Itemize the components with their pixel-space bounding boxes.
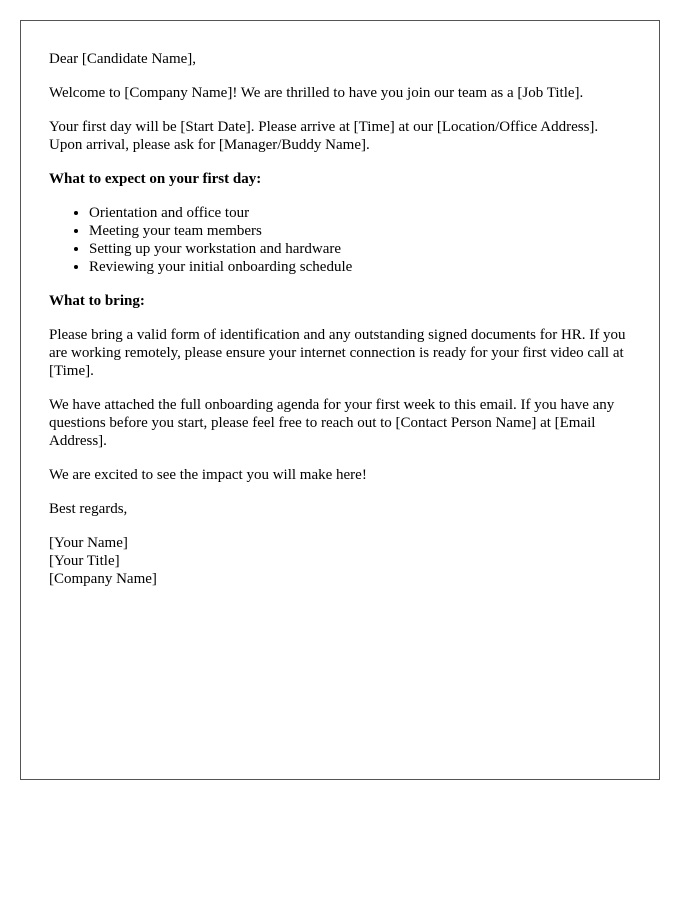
list-item: • Meeting your team members xyxy=(89,222,631,240)
list-item: • Setting up your workstation and hardware xyxy=(89,240,631,258)
closing-line: We are excited to see the impact you will make here! xyxy=(49,467,367,483)
signature-block xyxy=(49,534,631,588)
signature-company: [Company Name] xyxy=(49,571,157,587)
expect-list xyxy=(49,204,631,276)
first-day-paragraph: Your first day will be [Start Date]. Please arrive at [Time] at our [Location/Office Address]. Upon arrival, please ask for [Manager/Buddy Name]. xyxy=(49,119,599,153)
attachment-paragraph: We have attached the full onboarding agenda for your first week to this email. If you have any questions before you start, please feel free to reach out to [Contact Person Name] at [Email Address]. xyxy=(49,397,615,449)
signature-name: [Your Name] xyxy=(49,535,128,551)
expect-heading: What to expect on your first day: xyxy=(49,171,262,187)
greeting: Dear [Candidate Name], xyxy=(49,51,197,67)
list-item: • Reviewing your initial onboarding schedule xyxy=(89,258,631,276)
list-item: • Orientation and office tour xyxy=(89,204,631,222)
letter-frame xyxy=(20,20,660,780)
signature-title: [Your Title] xyxy=(49,553,120,569)
welcome-paragraph: Welcome to [Company Name]! We are thrilled to have you join our team as a [Job Title]. xyxy=(49,85,584,101)
bring-heading: What to bring: xyxy=(49,293,145,309)
bring-paragraph: Please bring a valid form of identification and any outstanding signed documents for HR. If you are working remotely, please ensure your internet connection is ready for your first video call at [Time]. xyxy=(49,327,626,379)
sign-off: Best regards, xyxy=(49,501,128,517)
